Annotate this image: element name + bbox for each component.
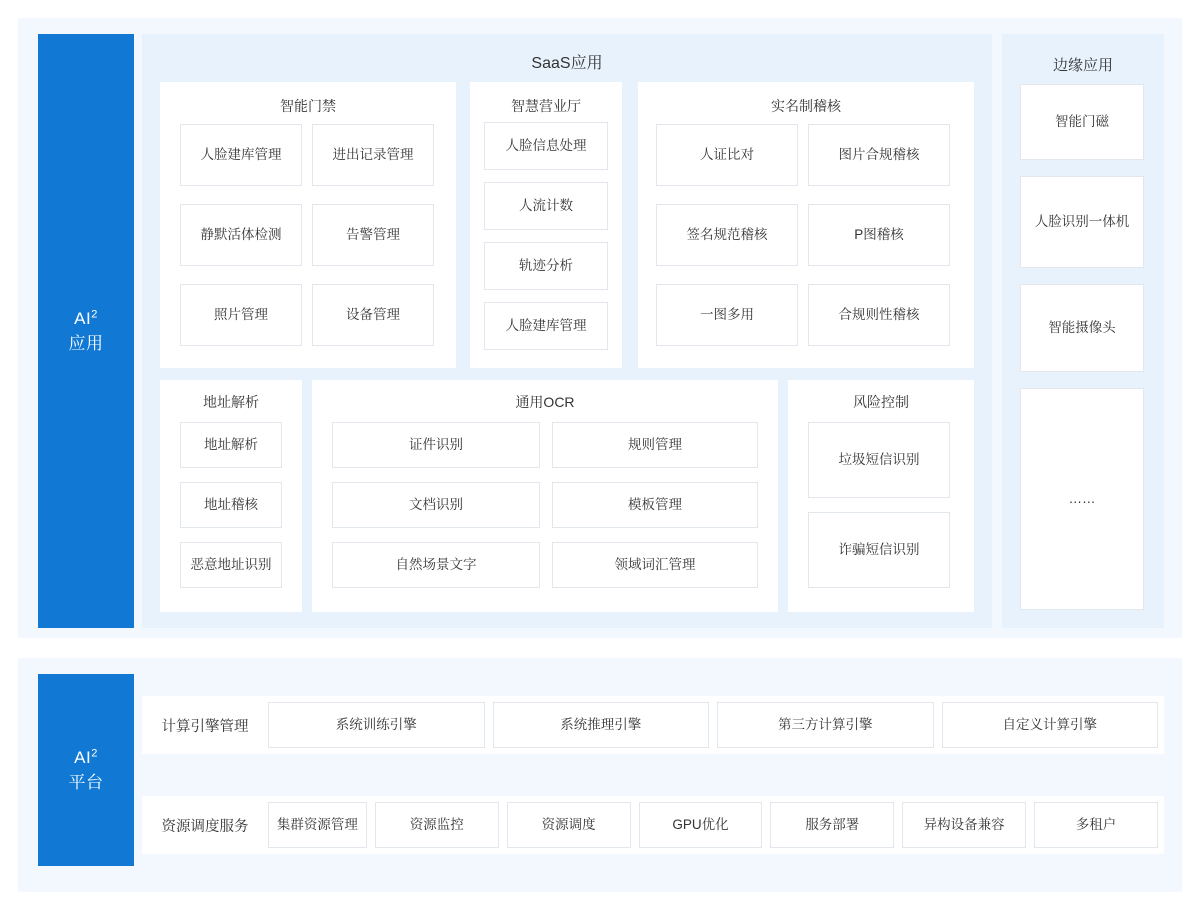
cell-gpu-optimization[interactable]: GPU优化 [639, 802, 763, 848]
cell-photo-management[interactable]: 照片管理 [180, 284, 302, 346]
cell-device-management[interactable]: 设备管理 [312, 284, 434, 346]
group-title-general-ocr: 通用OCR [515, 394, 575, 410]
cell-resource-monitoring[interactable]: 资源监控 [375, 802, 499, 848]
cell-natural-scene-text[interactable]: 自然场景文字 [332, 542, 540, 588]
ai-platform-panel [18, 658, 1182, 892]
edge-application-title: 边缘应用 [1052, 57, 1113, 74]
cell-one-image-multi-use[interactable]: 一图多用 [656, 284, 798, 346]
cell-fraud-sms-detection[interactable]: 诈骗短信识别 [808, 512, 950, 588]
row-label-resource-scheduling-service: 资源调度服务 [161, 818, 249, 835]
cell-trajectory-analysis[interactable]: 轨迹分析 [484, 242, 608, 290]
app-side-label-sub: 应用 [68, 334, 104, 353]
group-title-risk-control: 风险控制 [853, 394, 909, 410]
cell-certificate-recognition[interactable]: 证件识别 [332, 422, 540, 468]
row-cells-resource-scheduling-service [268, 802, 1164, 848]
cell-third-party-compute-engine[interactable]: 第三方计算引擎 [717, 702, 934, 748]
cell-rule-management[interactable]: 规则管理 [552, 422, 758, 468]
cell-image-compliance-audit[interactable]: 图片合规稽核 [808, 124, 950, 186]
row-resource-scheduling-service [142, 796, 1164, 854]
row-label-compute-engine-management: 计算引擎管理 [161, 718, 249, 735]
ai-application-side-label [38, 34, 134, 628]
group-title-smart-access-control: 智能门禁 [280, 98, 336, 114]
cell-multi-tenancy[interactable]: 多租户 [1034, 802, 1158, 848]
row-cells-compute-engine-management [268, 702, 1164, 748]
cell-document-recognition[interactable]: 文档识别 [332, 482, 540, 528]
cell-alarm-management[interactable]: 告警管理 [312, 204, 434, 266]
cell-address-audit[interactable]: 地址稽核 [180, 482, 282, 528]
cell-heterogeneous-device-compatibility[interactable]: 异构设备兼容 [902, 802, 1026, 848]
app-side-label-sup: 2 [91, 307, 98, 320]
group-title-smart-business-hall: 智慧营业厅 [511, 98, 581, 114]
cell-compliance-rule-audit[interactable]: 合规则性稽核 [808, 284, 950, 346]
ai-platform-side-label [38, 674, 134, 866]
cell-custom-compute-engine[interactable]: 自定义计算引擎 [942, 702, 1159, 748]
app-side-label-main: AI [74, 308, 92, 328]
platform-side-label-sup: 2 [91, 746, 98, 759]
cell-spam-sms-detection[interactable]: 垃圾短信识别 [808, 422, 950, 498]
platform-side-label-main: AI [74, 747, 92, 767]
cell-smart-camera[interactable]: 智能摄像头 [1020, 284, 1144, 372]
cell-service-deployment[interactable]: 服务部署 [770, 802, 894, 848]
cell-face-library-management-hall[interactable]: 人脸建库管理 [484, 302, 608, 350]
cell-photoshop-audit[interactable]: P图稽核 [808, 204, 950, 266]
cell-silent-liveness-detection[interactable]: 静默活体检测 [180, 204, 302, 266]
cell-smart-door-sensor[interactable]: 智能门磁 [1020, 84, 1144, 160]
cell-access-record-management[interactable]: 进出记录管理 [312, 124, 434, 186]
cell-people-flow-counting[interactable]: 人流计数 [484, 182, 608, 230]
cell-system-inference-engine[interactable]: 系统推理引擎 [493, 702, 710, 748]
cell-domain-vocabulary-management[interactable]: 领域词汇管理 [552, 542, 758, 588]
cell-id-face-comparison[interactable]: 人证比对 [656, 124, 798, 186]
cell-resource-scheduling[interactable]: 资源调度 [507, 802, 631, 848]
cell-system-training-engine[interactable]: 系统训练引擎 [268, 702, 485, 748]
cell-edge-more: …… [1020, 388, 1144, 610]
group-title-real-name-audit: 实名制稽核 [771, 98, 841, 114]
cell-face-info-processing[interactable]: 人脸信息处理 [484, 122, 608, 170]
row-compute-engine-management [142, 696, 1164, 754]
cell-malicious-address-detection[interactable]: 恶意地址识别 [180, 542, 282, 588]
group-title-address-parsing: 地址解析 [203, 394, 259, 410]
saas-application-title: SaaS应用 [531, 55, 603, 72]
cell-face-library-management[interactable]: 人脸建库管理 [180, 124, 302, 186]
cell-face-recognition-terminal[interactable]: 人脸识别一体机 [1020, 176, 1144, 268]
cell-signature-standard-audit[interactable]: 签名规范稽核 [656, 204, 798, 266]
platform-side-label-sub: 平台 [68, 773, 104, 792]
cell-template-management[interactable]: 模板管理 [552, 482, 758, 528]
cell-cluster-resource-management[interactable]: 集群资源管理 [268, 802, 367, 848]
cell-address-parsing[interactable]: 地址解析 [180, 422, 282, 468]
